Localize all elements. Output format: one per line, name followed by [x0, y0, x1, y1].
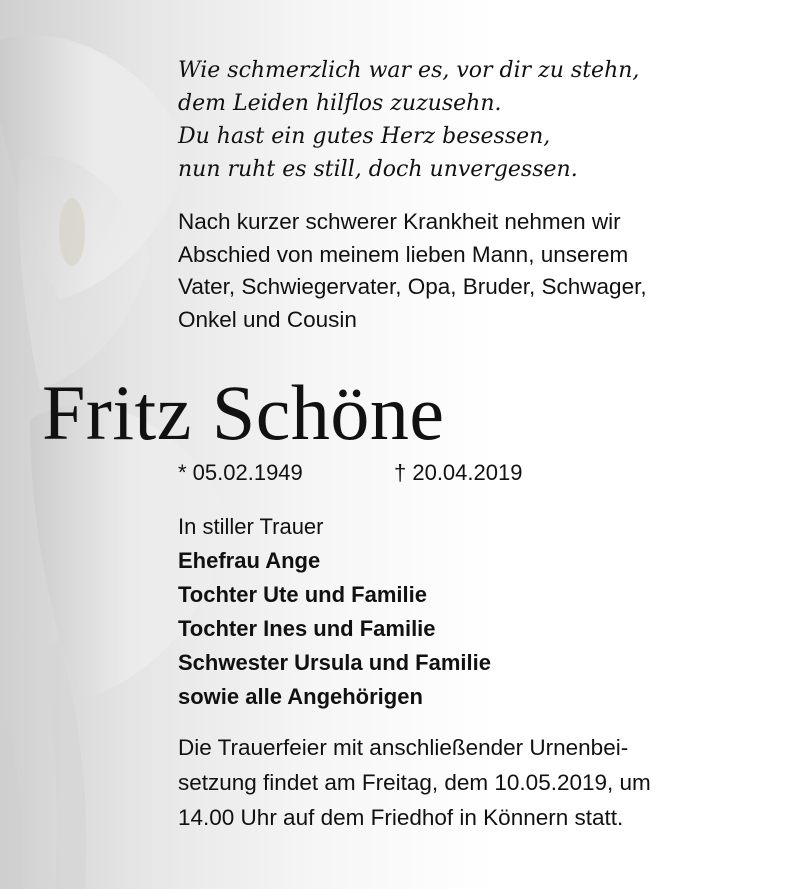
funeral-line: 14.00 Uhr auf dem Friedhof in Könnern statt.: [178, 805, 624, 830]
poem-line: Wie schmerzlich war es, vor dir zu stehn,: [178, 58, 640, 83]
mourning-heading: In stiller Trauer: [178, 514, 324, 539]
mourners-list: [178, 510, 778, 714]
memorial-poem: [178, 54, 778, 186]
poem-line: nun ruht es still, doch unvergessen.: [178, 157, 578, 182]
announcement-line: Abschied von meinem lieben Mann, unserem: [178, 241, 629, 267]
birth-date: * 05.02.1949: [178, 460, 303, 485]
death-date: † 20.04.2019: [394, 460, 523, 485]
mourner-entry: sowie alle Angehörigen: [178, 684, 423, 709]
funeral-details: [178, 730, 778, 835]
mourner-entry: Schwester Ursula und Familie: [178, 650, 491, 675]
poem-line: dem Leiden hilflos zuzusehn.: [178, 91, 502, 116]
mourner-entry: Tochter Ute und Familie: [178, 582, 427, 607]
farewell-announcement: [178, 206, 778, 336]
announcement-line: Vater, Schwiegervater, Opa, Bruder, Schwager,: [178, 274, 647, 299]
life-dates: [178, 458, 778, 488]
poem-line: Du hast ein gutes Herz besessen,: [178, 124, 551, 149]
mourner-entry: Tochter Ines und Familie: [178, 616, 436, 641]
announcement-line: Onkel und Cousin: [178, 306, 357, 332]
funeral-line: Die Trauerfeier mit anschließender Urnenbei-: [178, 735, 629, 760]
announcement-line: Nach kurzer schwerer Krankheit nehmen wir: [178, 209, 621, 234]
deceased-name: Fritz Schöne: [42, 369, 445, 456]
mourner-entry: Ehefrau Ange: [178, 548, 321, 573]
funeral-line: setzung findet am Freitag, dem 10.05.2019, um: [178, 770, 651, 795]
